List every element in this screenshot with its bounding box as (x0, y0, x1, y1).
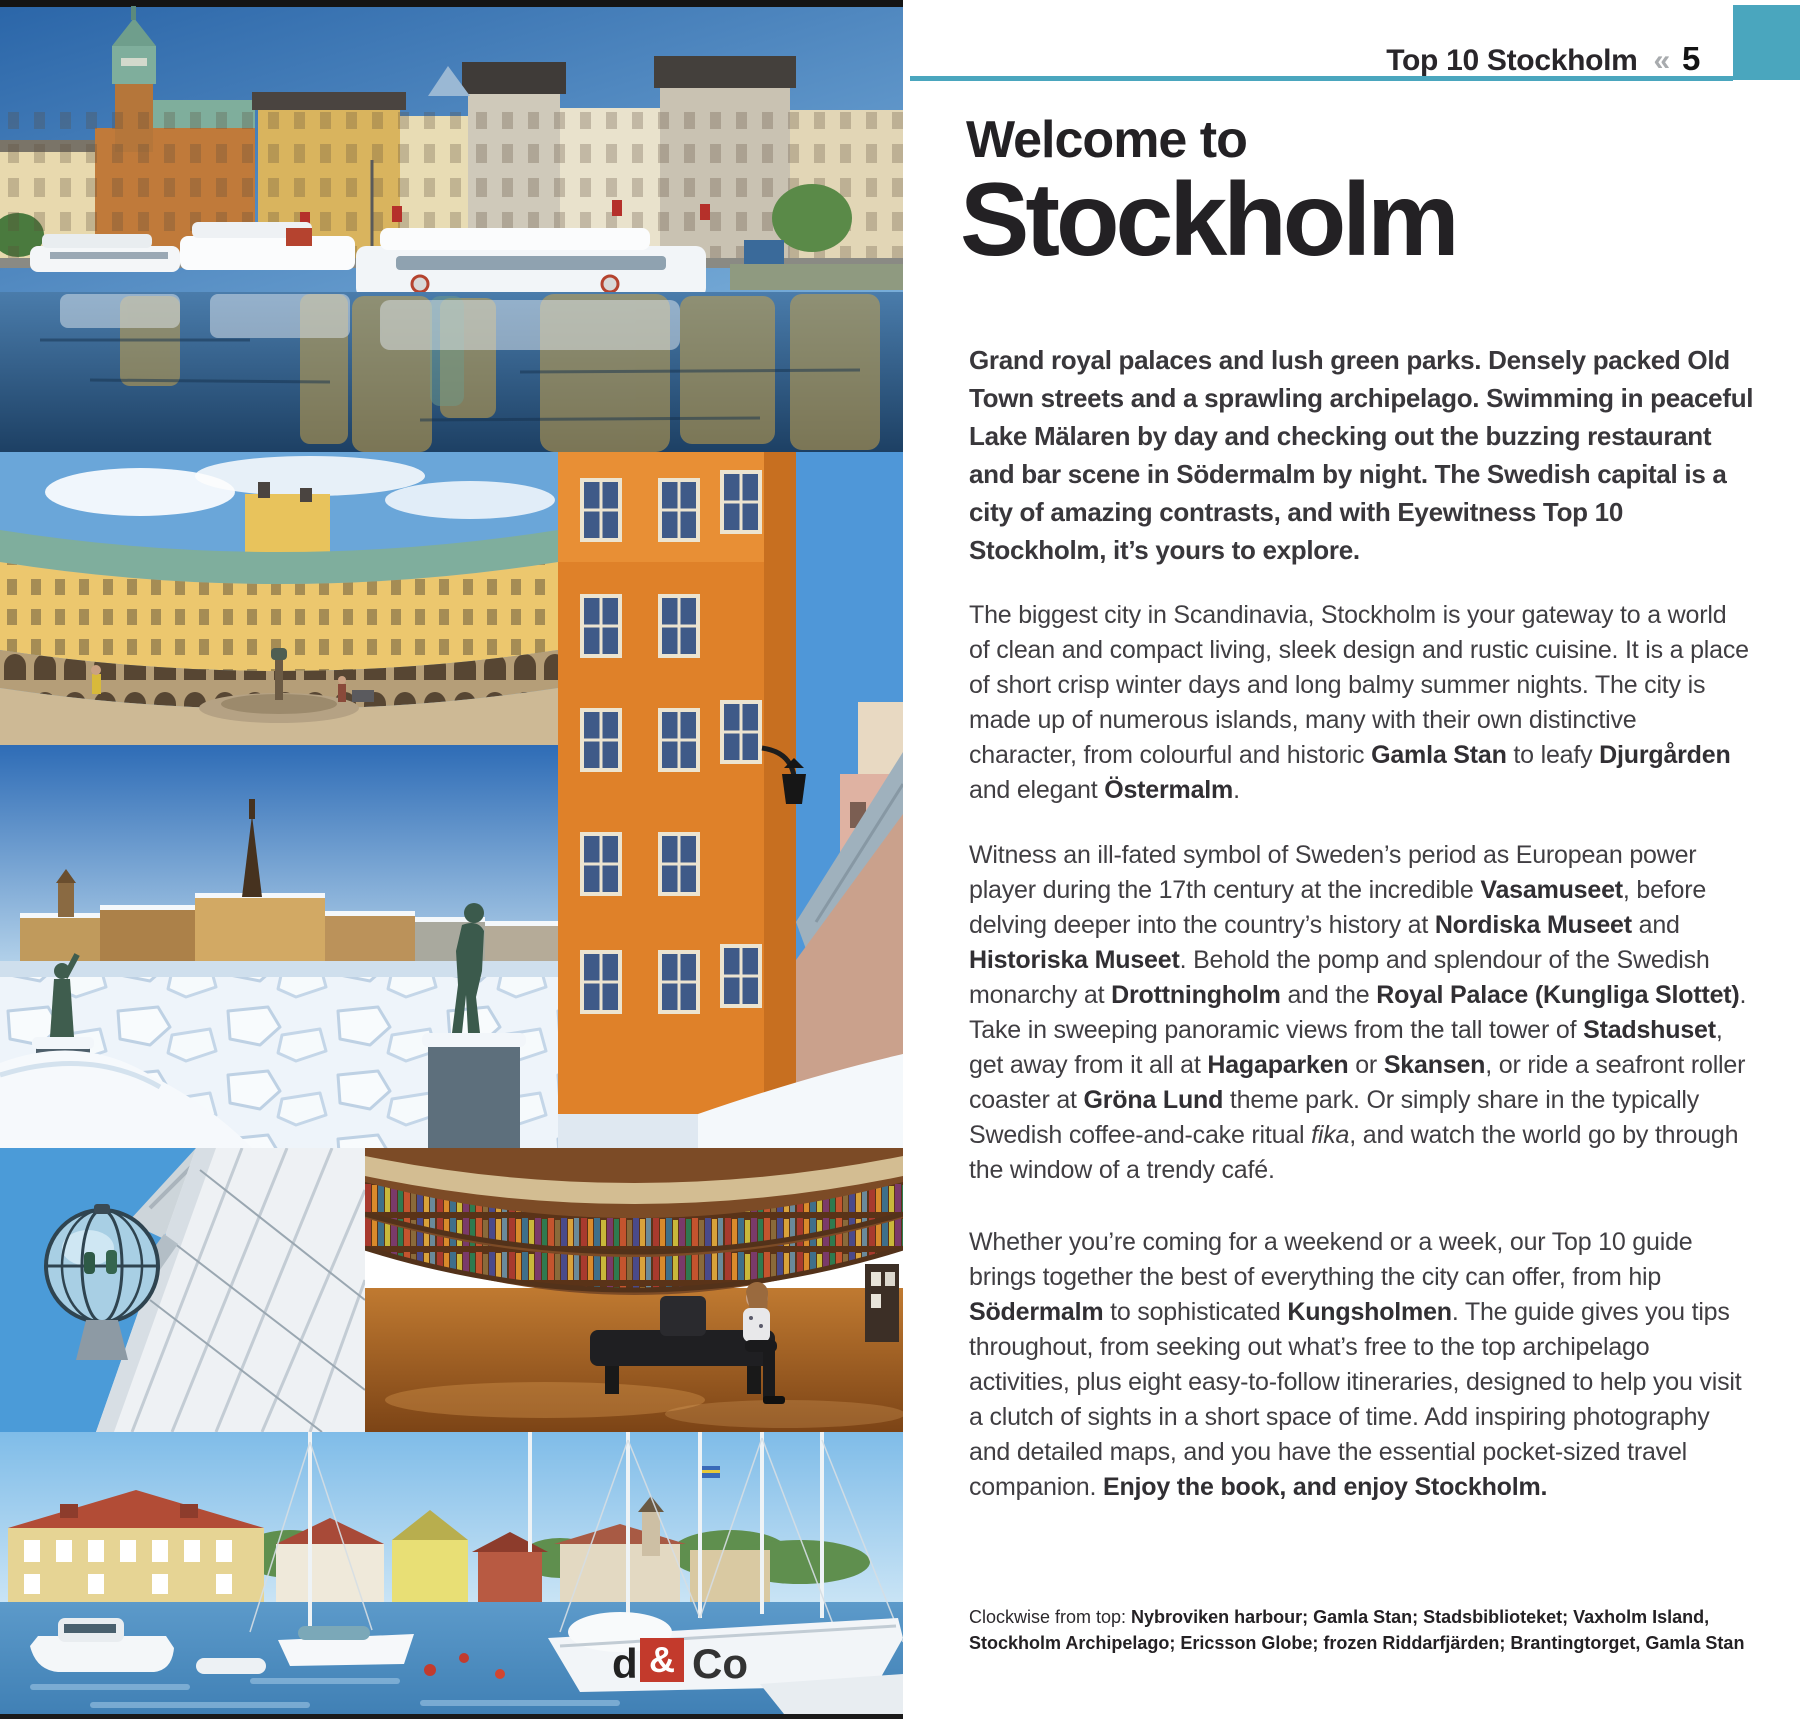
photo-brantingtorget (0, 452, 558, 745)
corner-accent-block (1733, 5, 1800, 80)
nybroviken-harbour-image (0, 0, 903, 452)
body-paragraph-2: Witness an ill-fated symbol of Sweden’s period as European power player during the 17th century at the incredible Vasamuseet, before delving deeper into the country’s history at Nordiska Museet and Historiska Museet. Behold the pomp and splendour of the Swedish monarchy at Drottningholm and the Royal Palace (Kungliga Slottet). Take in sweeping panoramic views from the tall tower of Stadshuset, get away from it all at Hagaparken or Skansen, or ride a seafront roller coaster at Gröna Lund theme park. Or simply share in the typically Swedish coffee-and-cake ritual fika, and watch the world go by through the window of a trendy café. (969, 841, 1747, 1184)
gamla-stan-image (558, 452, 903, 1148)
stadsbiblioteket-image (365, 1148, 903, 1432)
photo-nybroviken-harbour (0, 0, 903, 452)
chevron-left-icon: « (1653, 44, 1670, 77)
body-paragraph-1: The biggest city in Scandinavia, Stockholm is your gateway to a world of clean and compact living, sleek design and rustic cuisine. It is a place of short crisp winter days and long balmy summer nights. The city is made up of numerous islands, many with their own distinctive character, from colourful and historic Gamla Stan to leafy Djurgården and elegant Östermalm. (969, 601, 1749, 804)
ericsson-globe-image (0, 1148, 365, 1432)
photo-caption: Clockwise from top: Nybroviken harbour; Gamla Stan; Stadsbiblioteket; Vaxholm Island, Stockholm Archipelago; Ericsson Globe; frozen Riddarfjärden; Brantingtorget, Gamla Stan (969, 1607, 1745, 1653)
body-paragraph-3: Whether you’re coming for a weekend or a week, our Top 10 guide brings together the best of everything the city can offer, from hip Södermalm to sophisticated Kungsholmen. The guide gives you tips throughout, from seeking out what’s free to the top archipelago activities, plus eight easy-to-follow itineraries, designed to help you visit a clutch of sights in a short space of time. Add inspiring photography and detailed maps, and you have the essential pocket-sized travel companion. Enjoy the book, and enjoy Stockholm. (969, 1228, 1742, 1501)
brantingtorget-image (0, 452, 558, 745)
boat-logo-left: d (612, 1640, 638, 1687)
vaxholm-harbour-image (0, 1432, 903, 1719)
intro-paragraph: Grand royal palaces and lush green parks. Densely packed Old Town streets and a sprawling archipelago. Swimming in peaceful Lake Mälaren by day and checking out the buzzing restaurant and bar scene in Södermalm by night. The Swedish capital is a city of amazing contrasts, and with Eyewitness Top 10 Stockholm, it’s yours to explore. (969, 345, 1754, 565)
photo-vaxholm-harbour (0, 1432, 903, 1719)
title-kicker: Welcome to (966, 111, 1247, 169)
boat-logo-right: Co (692, 1640, 748, 1687)
photo-ericsson-globe (0, 1148, 365, 1432)
page-number: 5 (1681, 40, 1700, 77)
photo-stadsbiblioteket (365, 1148, 903, 1432)
photo-riddarfjarden (0, 745, 558, 1148)
boat-logo-ampersand: & (649, 1639, 675, 1680)
page-title: Stockholm (960, 162, 1456, 278)
running-head (1386, 40, 1700, 78)
photo-gamla-stan (558, 452, 903, 1148)
running-head-title: Top 10 Stockholm (1386, 44, 1638, 77)
riddarfjarden-image (0, 745, 558, 1148)
